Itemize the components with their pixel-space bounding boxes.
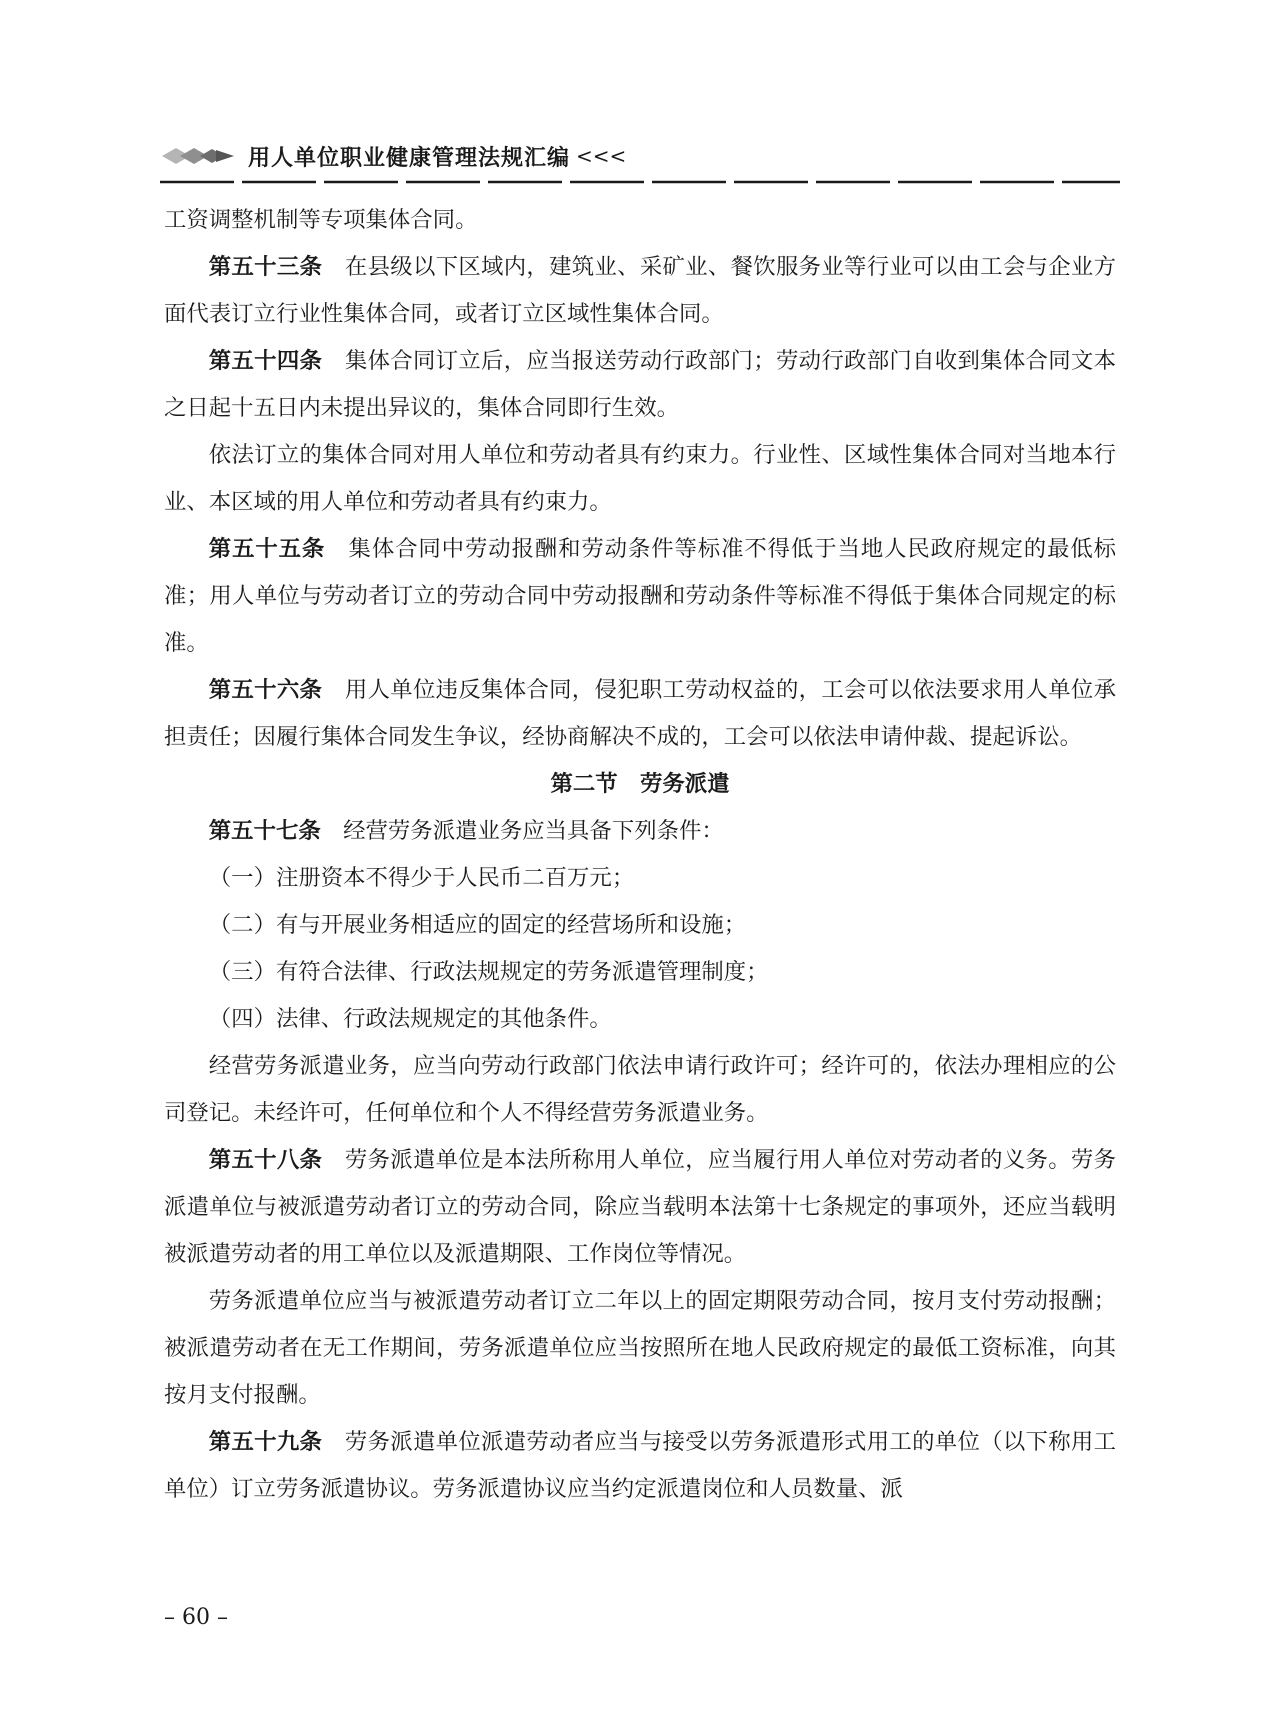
paragraph-text: 集体合同订立后，应当报送劳动行政部门；劳动行政部门自收到集体合同文本之日起十五日内未提出异议的，集体合同即行生效。	[164, 348, 1116, 421]
page-body	[164, 197, 1116, 1513]
article-paragraph	[164, 1137, 1116, 1278]
article-number: 第五十六条	[208, 677, 323, 703]
paragraph-text: （一）注册资本不得少于人民币二百万元；	[208, 865, 635, 891]
article-number: 第五十三条	[208, 254, 323, 280]
body-paragraph	[164, 996, 1116, 1043]
article-number: 第五十五条	[208, 536, 326, 562]
paragraph-text: 劳务派遣单位派遣劳动者应当与接受以劳务派遣形式用工的单位（以下称用工单位）订立劳务派遣协议。劳务派遣协议应当约定派遣岗位和人员数量、派	[164, 1429, 1116, 1502]
paragraph-text: 集体合同中劳动报酬和劳动条件等标准不得低于当地人民政府规定的最低标准；用人单位与劳动者订立的劳动合同中劳动报酬和劳动条件等标准不得低于集体合同规定的标准。	[164, 536, 1117, 656]
body-paragraph	[164, 1043, 1116, 1137]
body-paragraph	[164, 432, 1116, 526]
paragraph-text: 经营劳务派遣业务，应当向劳动行政部门依法申请行政许可；经许可的，依法办理相应的公司登记。未经许可，任何单位和个人不得经营劳务派遣业务。	[164, 1053, 1116, 1126]
section-title: 第二节 劳务派遣	[550, 771, 730, 797]
body-paragraph	[164, 902, 1116, 949]
paragraph-text: （三）有符合法律、行政法规规定的劳务派遣管理制度；	[208, 959, 769, 985]
paragraph-text: （四）法律、行政法规规定的其他条件。	[208, 1006, 612, 1032]
article-paragraph	[164, 808, 1116, 855]
paragraph-text: 依法订立的集体合同对用人单位和劳动者具有约束力。行业性、区域性集体合同对当地本行业、本区域的用人单位和劳动者具有约束力。	[164, 442, 1116, 515]
header-chevrons: <<<	[576, 144, 627, 168]
article-number: 第五十七条	[208, 818, 321, 844]
article-number: 第五十八条	[208, 1147, 323, 1173]
body-paragraph	[164, 855, 1116, 902]
paragraph-text: 劳务派遣单位是本法所称用人单位，应当履行用人单位对劳动者的义务。劳务派遣单位与被派遣劳动者订立的劳动合同，除应当载明本法第十七条规定的事项外，还应当载明被派遣劳动者的用工单位以及派遣期限、工作岗位等情况。	[164, 1147, 1116, 1267]
article-number: 第五十四条	[208, 348, 323, 374]
body-paragraph	[164, 1278, 1116, 1419]
header-rule	[160, 178, 1120, 186]
article-paragraph	[164, 338, 1116, 432]
page-number: – 60 –	[164, 1605, 228, 1630]
article-paragraph	[164, 526, 1116, 667]
paragraph-text: （二）有与开展业务相适应的固定的经营场所和设施；	[208, 912, 747, 938]
article-paragraph	[164, 244, 1116, 338]
header-title: 用人单位职业健康管理法规汇编	[248, 145, 571, 171]
double-diamond-arrow-icon	[160, 144, 240, 168]
paragraph-text: 用人单位违反集体合同，侵犯职工劳动权益的，工会可以依法要求用人单位承担责任；因履行集体合同发生争议，经协商解决不成的，工会可以依法申请仲裁、提起诉讼。	[164, 677, 1116, 750]
body-paragraph	[164, 949, 1116, 996]
article-number: 第五十九条	[208, 1429, 323, 1455]
paragraph-text: 经营劳务派遣业务应当具备下列条件：	[343, 818, 724, 844]
running-header	[160, 138, 1120, 174]
paragraph-text: 在县级以下区域内，建筑业、采矿业、餐饮服务业等行业可以由工会与企业方面代表订立行业性集体合同，或者订立区域性集体合同。	[164, 254, 1116, 327]
paragraph-text: 劳务派遣单位应当与被派遣劳动者订立二年以上的固定期限劳动合同，按月支付劳动报酬；被派遣劳动者在无工作期间，劳务派遣单位应当按照所在地人民政府规定的最低工资标准，向其按月支付报酬。	[164, 1288, 1116, 1408]
article-paragraph	[164, 1419, 1116, 1513]
paragraph-text: 工资调整机制等专项集体合同。	[164, 207, 478, 233]
article-paragraph	[164, 667, 1116, 761]
body-paragraph	[164, 197, 1116, 244]
